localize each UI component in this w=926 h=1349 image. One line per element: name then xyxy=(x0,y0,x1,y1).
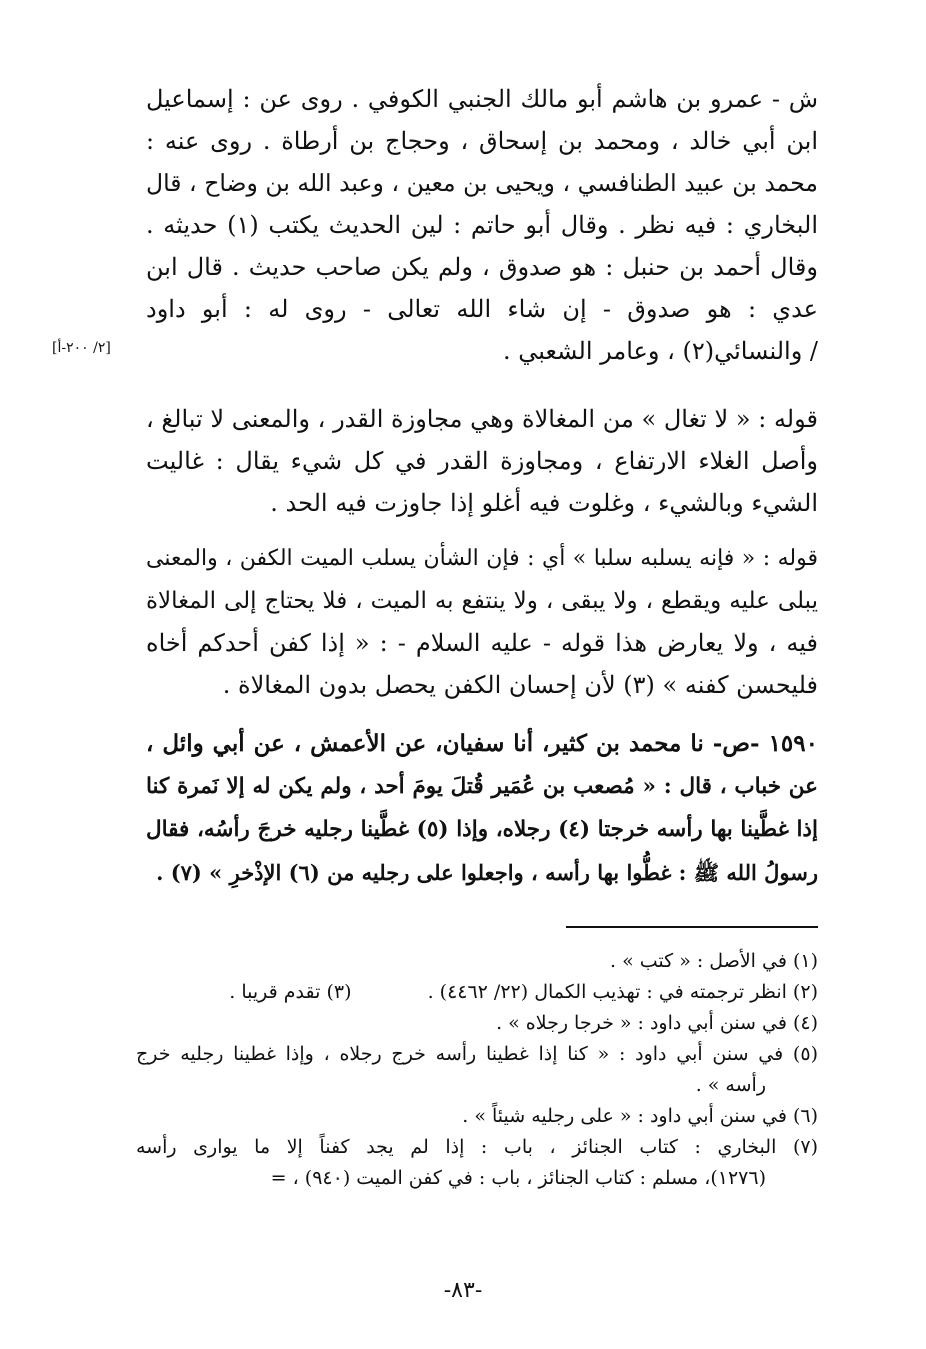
margin-manuscript-reference: [٢/ ٢٠٠-أ] xyxy=(52,340,111,356)
text-line: ١٥٩٠ -ص- نا محمد بن كثير، أنا سفيان، عن الأعمش ، عن أبي وائل ، xyxy=(146,730,818,757)
commentary-yaslubuhu xyxy=(146,538,818,706)
text-line: وقال أحمد بن حنبل : هو صدوق ، ولم يكن صاحب حديث . قال ابن xyxy=(146,253,818,281)
text-line: ش - عمرو بن هاشم أبو مالك الجنبي الكوفي . روى عن : إسماعيل xyxy=(146,85,818,113)
text-line: رسولُ الله ﷺ : غطُّوا بها رأسه ، واجعلوا على رجليه من (٦) الإذْخرِ » (٧) . xyxy=(156,860,818,885)
footnote-5-continued: رأسه » . xyxy=(695,1074,766,1096)
text-line: قوله : « فإنه يسلبه سلبا » أي : فإن الشأن يسلب الميت الكفن ، والمعنى xyxy=(146,546,818,571)
footnote-2-3-row xyxy=(136,977,818,1008)
text-line: عن خباب ، قال : « مُصعب بن عُمَير قُتلَ يومَ أحد ، ولم يكن له إلا نَمرة كنا xyxy=(146,774,818,799)
text-line: محمد بن عبيد الطنافسي ، ويحيى بن معين ، وعبد الله بن وضاح ، قال xyxy=(146,169,818,197)
footnote-1: (١) في الأصل : « كتب » . xyxy=(609,950,818,972)
footnote-5: (٥) في سنن أبي داود : « كنا إذا غطينا رأسه خرج رجلاه ، وإذا غطينا رجليه خرج xyxy=(136,1043,818,1065)
footnote-7-continued: (١٢٧٦)، مسلم : كتاب الجنائز ، باب : في كفن الميت (٩٤٠) ، = xyxy=(270,1167,766,1189)
text-line: ابن أبي خالد ، ومحمد بن إسحاق ، وحجاج بن أرطاة . روى عنه : xyxy=(146,127,818,155)
text-line: عدي : هو صدوق - إن شاء الله تعالى - روى له : أبو داود xyxy=(146,295,818,323)
text-line: إذا غطَّينا بها رأسه خرجتا (٤) رجلاه، وإذا (٥) غطَّينا رجليه خرجَ رأسُه، فقال xyxy=(146,817,818,842)
footnote-2: (٢) انظر ترجمته في : تهذيب الكمال (٢٢/ ٤٤٦٢) . xyxy=(427,981,818,1003)
footnote-4: (٤) في سنن أبي داود : « خرجا رجلاه » . xyxy=(496,1012,818,1034)
text-line: / والنسائي(٢) ، وعامر الشعبي . xyxy=(503,337,818,365)
text-line: قوله : « لا تغال » من المغالاة وهي مجاوزة القدر ، والمعنى لا تبالغ ، xyxy=(146,405,818,433)
text-line: البخاري : فيه نظر . وقال أبو حاتم : لين الحديث يكتب (١) حديثه . xyxy=(146,211,818,239)
text-line: يبلى عليه ويقطع ، ولا يبقى ، ولا ينتفع به الميت ، فلا يحتاج إلى المغالاة xyxy=(146,588,818,614)
text-line: الشيء وبالشيء ، وغلوت فيه أغلو إذا جاوزت فيه الحد . xyxy=(270,489,818,517)
text-line: فيه ، ولا يعارض هذا قوله - عليه السلام - : « إذا كفن أحدكم أخاه xyxy=(146,629,818,657)
text-line: فليحسن كفنه » (٣) لأن إحسان الكفن يحصل بدون المغالاة . xyxy=(222,671,818,699)
biography-paragraph xyxy=(146,78,818,372)
footnotes xyxy=(136,946,818,1194)
footnote-3: (٣) تقدم قريبا . xyxy=(229,981,352,1003)
commentary-la-tughal xyxy=(146,398,818,524)
footnote-separator xyxy=(566,926,818,928)
footnote-6: (٦) في سنن أبي داود : « على رجليه شيئاً » . xyxy=(462,1105,818,1127)
page-number: -٨٣- xyxy=(443,1278,483,1303)
hadith-1590 xyxy=(146,722,818,894)
text-line: وأصل الغلاء الارتفاع ، ومجاوزة القدر في كل شيء يقال : غاليت xyxy=(146,447,818,475)
footnote-7: (٧) البخاري : كتاب الجنائز ، باب : إذا لم يجد كفناً إلا ما يوارى رأسه xyxy=(136,1136,818,1158)
